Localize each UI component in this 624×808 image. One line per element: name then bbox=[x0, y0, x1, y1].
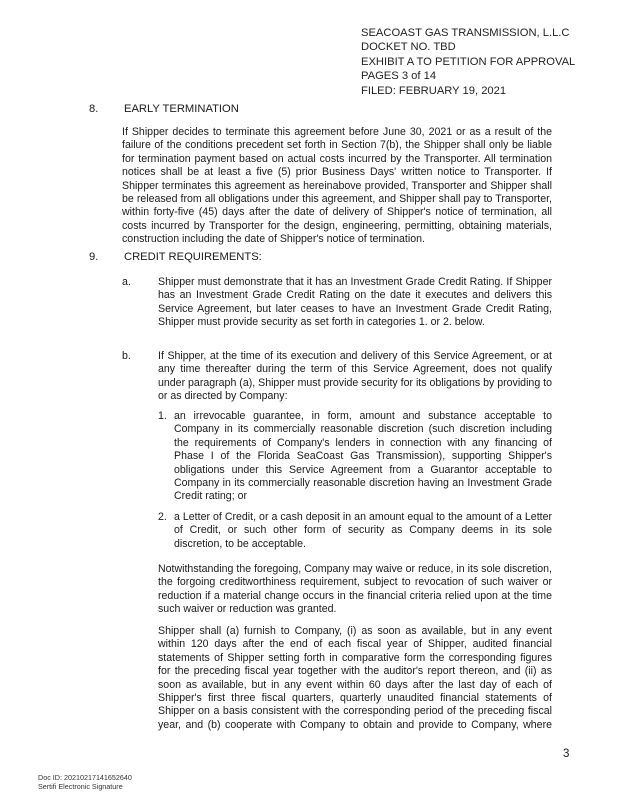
doc-id: Doc ID: 20210217141652640 bbox=[38, 773, 132, 782]
header-docket: DOCKET NO. TBD bbox=[361, 41, 456, 54]
section-8-body: If Shipper decides to terminate this agreement before June 30, 2021 or as a result of the failure of the conditions precedent set forth in Section 7(b), the Shipper shall only be liable for termination payment based on actual costs incurred by the Transporter. All termination notices shall be at least a five (5) prior Business Days' written notice to Transporter. If Shipper terminates this agreement as hereinabove provided, Transporter and Shipper shall be released from all obligations under this agreement, and Shipper shall pay to Transporter, within forty-five (45) days after the date of delivery of Shipper's notice of termination, all costs incurred by Transporter for the design, engineering, permitting, obtaining materials, construction including the date of Shipper's notice of termination. bbox=[122, 126, 552, 246]
sub-2-text: a Letter of Credit, or a cash deposit in an amount equal to the amount of a Letter of Credit, or such other form of security as Company deems in its sole discretion, to be acceptable. bbox=[174, 511, 552, 550]
notwithstanding-paragraph: Notwithstanding the foregoing, Company may waive or reduce, in its sole discretion, the forgoing creditworthiness requirement, subject to revocation of such waiver or reduction if a material change occurs in the financial criteria relied upon at the time such waiver or reduction was granted. bbox=[158, 563, 552, 616]
header-filed: FILED: FEBRUARY 19, 2021 bbox=[361, 84, 507, 97]
sub-2-label: 2. bbox=[158, 511, 167, 523]
item-a-label: a. bbox=[122, 276, 131, 288]
header-exhibit: EXHIBIT A TO PETITION FOR APPROVAL bbox=[361, 55, 576, 68]
sub-1-text: an irrevocable guarantee, in form, amount and substance acceptable to Company in its commercially reasonable discretion (such discretion including the requirements of Company's lenders in connection with any financing of Phase I of the Florida SeaCoast Gas Transmission), supporting Shipper's obligations under this Service Agreement from a Guarantor acceptable to Company in its commercially reasonable discretion having an Investment Grade Credit rating; or bbox=[174, 410, 552, 503]
docket-header bbox=[361, 26, 575, 98]
section-8-number: 8. bbox=[89, 103, 99, 115]
sertifi-signature: Sertifi Electronic Signature bbox=[38, 782, 123, 791]
section-9-number: 9. bbox=[89, 251, 99, 263]
signature-footer bbox=[38, 773, 132, 791]
header-company: SEACOAST GAS TRANSMISSION, L.L.C bbox=[361, 27, 570, 39]
item-a-text: Shipper must demonstrate that it has an Investment Grade Credit Rating. If Shipper has an Investment Grade Credit Rating on the date it executes and delivers this Service Agreement, but later ceases to have an Investment Grade Credit Rating, Shipper must provide security as set forth in categories 1. or 2. below. bbox=[158, 276, 552, 329]
section-8-title: EARLY TERMINATION bbox=[124, 103, 239, 115]
sub-1-label: 1. bbox=[158, 410, 167, 422]
page-number: 3 bbox=[563, 748, 570, 760]
item-b-label: b. bbox=[122, 350, 131, 362]
furnish-paragraph: Shipper shall (a) furnish to Company, (i) as soon as available, but in any event within 120 days after the end of each fiscal year of Shipper, audited financial statements of Shipper setting forth in comparative form the corresponding figures for the preceding fiscal year together with the auditor's report thereon, and (ii) as soon as available, but in any event within 60 days after the last day of each of Shipper's first three fiscal quarters, quarterly unaudited financial statements of Shipper on a basis consistent with the corresponding period of the preceding fiscal year, and (b) cooperate with Company to obtain and provide to Company, where bbox=[158, 625, 552, 731]
header-pages: PAGES 3 of 14 bbox=[361, 70, 437, 83]
item-b-text: If Shipper, at the time of its execution and delivery of this Service Agreement, or at any time thereafter during the term of this Service Agreement, does not qualify under paragraph (a), Shipper must provide security for its obligations by providing to or as directed by Company: bbox=[158, 350, 552, 403]
section-9-title: CREDIT REQUIREMENTS: bbox=[124, 251, 262, 263]
